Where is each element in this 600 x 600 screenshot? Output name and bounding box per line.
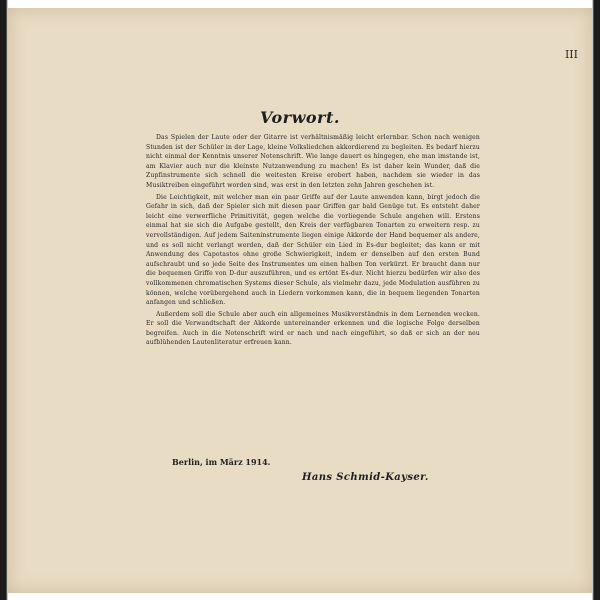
paragraph-1: Das Spielen der Laute oder der Gitarre ist verhältnismäßig leicht erlernbar. Schon nach wenigen Stunden ist der Schüler in der Lage, kleine Volksliedchen akkordierend zu begleiten. Es bedarf hierzu nicht einmal der Kenntnis unserer Notenschrift. Wie lange dauert es hingegen, ehe man imstande ist, am Klavier auch nur die kleinste Nutzanwendung zu machen! Es ist daher kein Wunder, daß die Zupfinstrumente sich schnell die weitesten Kreise erobert haben, nachdem sie wieder in das Musiktreiben eingeführt worden sind, was erst in den letzten zehn Jahren geschehen ist. <box>146 134 480 189</box>
book-page <box>8 8 592 593</box>
place-date-line: Berlin, im März 1914. <box>172 457 271 467</box>
preface-body <box>146 133 480 348</box>
paragraph-2: Die Leichtigkeit, mit welcher man ein paar Griffe auf der Laute anwenden kann, birgt jedoch die Gefahr in sich, daß der Spieler sich mit diesen paar Griffen gar bald Genüge tut. Es entsteht daher leicht eine verwerfliche Primitivität, gegen welche die vorliegende Schule angehen will. Erstens einmal hat sie sich die Aufgabe gestellt, den Kreis der verfügbaren Tonarten zu erweitern resp. zu vervollständigen. Auf jedem Saiteninstrumente liegen einige Akkorde der Hand bequemer als andere, und es soll nicht verlangt werden, daß der Schüler ein Lied in Es-dur begleitet; das kann er mit Anwendung des Capotastos ohne große Schwierigkeit, indem er denselben auf den ersten Bund aufschraubt und so jede Seite des Instrumentes um einen halben Ton verkürzt. Er braucht dann nur die bequemen Griffe von D-dur auszuführen, und es ertönt Es-dur. Nicht hierzu bedürfen wir also des vollkommenen chromatischen Systems dieser Schule, als vielmehr dazu, jede Modulation ausführen zu können, welche vorübergehend auch in Liedern vorkommen kann, die in bequem liegenden Tonarten anfangen und schließen. <box>146 193 480 307</box>
paragraph-3: Außerdem soll die Schule aber auch ein allgemeines Musikverständnis in dem Lernenden wecken. Er soll die Verwandtschaft der Akkorde untereinander erkennen und die logische Folge derselben begreifen. Auch in die Notenschrift wird er nach und nach eingeführt, so daß er sich an der neu aufblühenden Lautenliteratur erfreuen kann. <box>146 310 480 347</box>
page-number: III <box>564 48 578 61</box>
author-signature: Hans Schmid-Kayser. <box>302 472 429 483</box>
page-heading: Vorwort. <box>260 108 340 127</box>
